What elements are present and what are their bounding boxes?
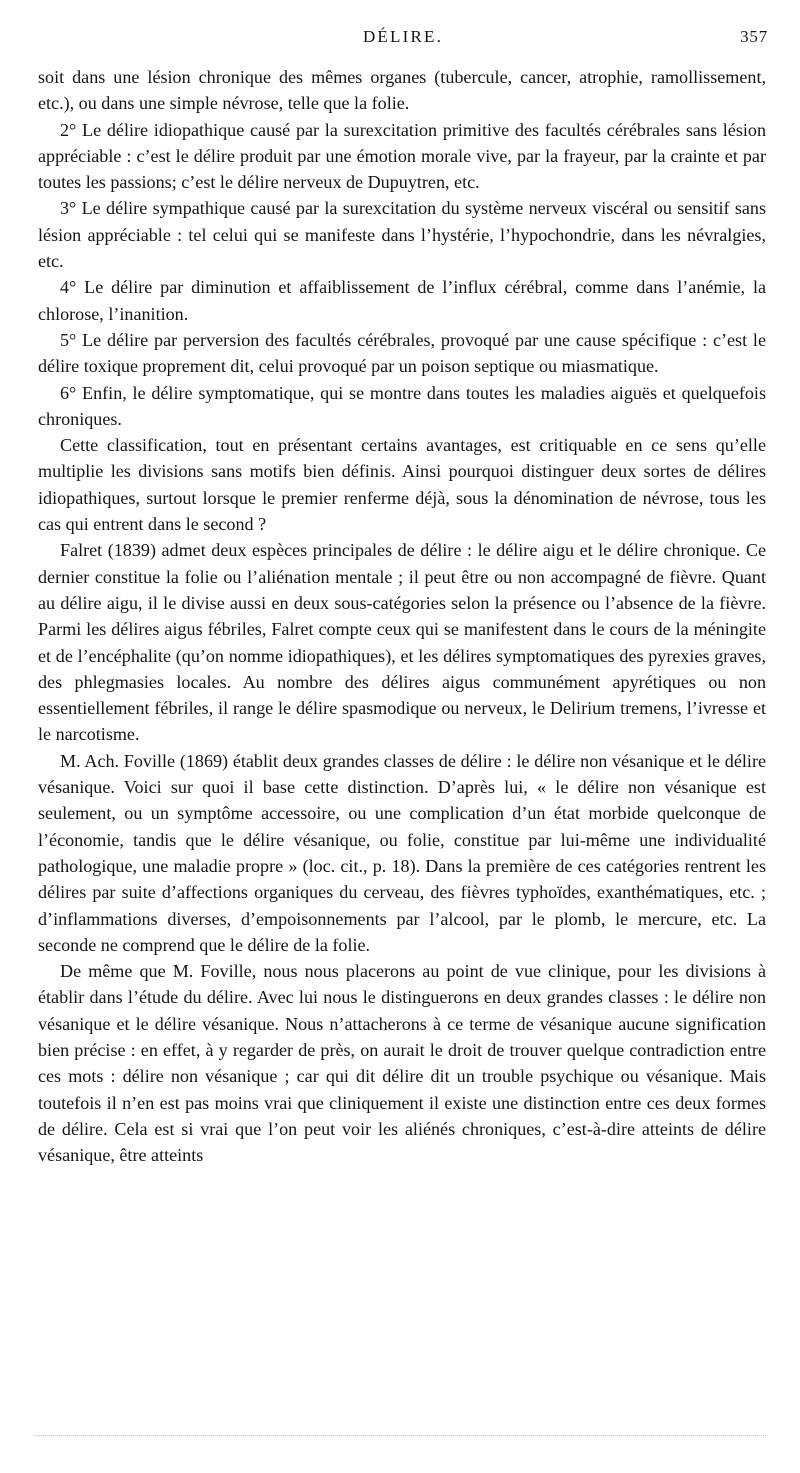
paragraph-item-4: 4° Le délire par diminution et affaiblissement de l’influx cérébral, comme dans l’anémie, la chlorose, l’inanition. [38, 277, 766, 324]
body-text [38, 64, 766, 1168]
paragraph-critique: Cette classification, tout en présentant certains avantages, est critiquable en ce sens qu’elle multiplie les divisions sans motifs bien définis. Ainsi pourquoi distinguer deux sortes de délires idiopathiques, surtout lorsque le premier renferme déjà, sous la dénomination de névrose, tous les cas qui entrent dans le second ? [38, 435, 766, 535]
paragraph-item-6: 6° Enfin, le délire symptomatique, qui se montre dans toutes les maladies aiguës et quelquefois chroniques. [38, 382, 766, 429]
page-header [38, 27, 768, 55]
paragraph-falret: Falret (1839) admet deux espèces principales de délire : le délire aigu et le délire chronique. Ce dernier constitue la folie ou l’aliénation mentale ; il peut être ou non accompagné de fièvre. Quant au délire aigu, il le divise aussi en deux sous-catégories selon la présence ou l’absence de la fièvre. Parmi les délires aigus fébriles, Falret compte ceux qui se manifestent dans le cours de la méningite et de l’encéphalite (qu’on nomme idiopathiques), et les délires symptomatiques des pyrexies graves, des phlegmasies locales. Au nombre des délires aigus communément apyrétiques ou non essentiellement fébriles, il range le délire spasmodique ou nerveux, le Delirium tremens, l’ivresse et le narcotisme. [38, 540, 766, 745]
paragraph-foville: M. Ach. Foville (1869) établit deux grandes classes de délire : le délire non vésanique et le délire vésanique. Voici sur quoi il base cette distinction. D’après lui, « le délire non vésanique est seulement, ou un symptôme accessoire, ou une complication d’un état morbide quelconque de l’économie, tandis que le délire vésanique, ou folie, constitue par lui-même une individualité pathologique, une maladie propre » (loc. cit., p. 18). Dans la première de ces catégories rentrent les délires par suite d’affections organiques du cerveau, des fièvres typhoïdes, exanthématiques, etc. ; d’inflammations diverses, d’empoisonnements par l’alcool, par le plomb, le mercure, etc. La seconde ne comprend que le délire de la folie. [38, 750, 766, 955]
page-number: 357 [740, 27, 768, 46]
paragraph-item-5: 5° Le délire par perversion des facultés cérébrales, provoqué par une cause spécifique : c’est le délire toxique proprement dit, celui provoqué par un poison septique ou miasmatique. [38, 329, 766, 377]
bottom-dotted-rule [34, 1435, 766, 1436]
paragraph-item-3: 3° Le délire sympathique causé par la surexcitation du système nerveux viscéral ou sensitif sans lésion appréciable : tel celui qui se manifeste dans l’hystérie, l’hypochondrie, dans les névralgies, etc. [38, 198, 766, 272]
running-title: DÉLIRE. [362, 27, 444, 46]
paragraph-continuation: soit dans une lésion chronique des mêmes organes (tubercule, cancer, atrophie, ramollissement, etc.), ou dans une simple névrose, telle que la folie. [38, 67, 766, 114]
paragraph-item-2: 2° Le délire idiopathique causé par la surexcitation primitive des facultés cérébrales sans lésion appréciable : c’est le délire produit par une émotion morale vive, par la frayeur, par la crainte et par toutes les passions; c’est le délire nerveux de Dupuytren, etc. [38, 119, 766, 193]
paragraph-clinical-view: De même que M. Foville, nous nous placerons au point de vue clinique, pour les divisions à établir dans l’étude du délire. Avec lui nous le distinguerons en deux grandes classes : le délire non vésanique et le délire vésanique. Nous n’attacherons à ce terme de vésanique aucune signification bien précise : en effet, à y regarder de près, on aurait le droit de trouver quelque contradiction entre ces mots : délire non vésanique ; car qui dit délire dit un trouble psychique ou vésanique. Mais toutefois il n’en est pas moins vrai que cliniquement il existe une distinction entre ces deux formes de délire. Cela est si vrai que l’on peut voir les aliénés chroniques, c’est-à-dire atteints de délire vésanique, être atteints [38, 961, 766, 1166]
